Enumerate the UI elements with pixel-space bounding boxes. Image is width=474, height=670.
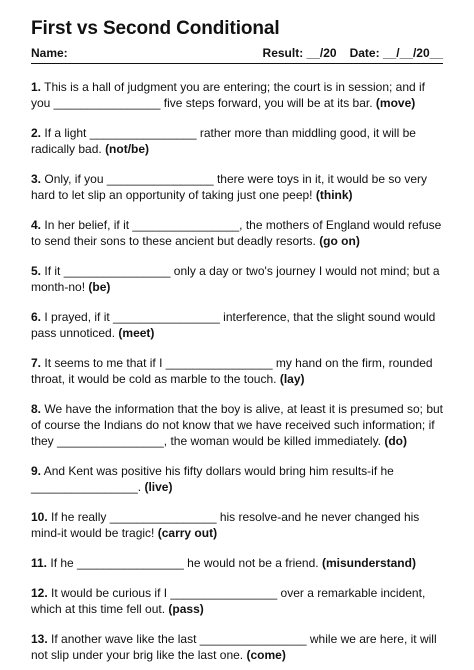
item-verb: (go on)	[319, 234, 360, 248]
item-text: And Kent was positive his fifty dollars would bring him results-if he ________________.	[31, 464, 394, 494]
exercise-item	[31, 355, 443, 387]
item-number: 9.	[31, 464, 42, 478]
item-number: 3.	[31, 172, 42, 186]
exercise-item	[31, 463, 443, 495]
result-label: Result: __/20	[262, 46, 337, 60]
date-label: Date: __/__/20__	[349, 46, 443, 60]
worksheet-header	[31, 45, 443, 64]
item-verb: (be)	[88, 280, 111, 294]
item-number: 7.	[31, 356, 42, 370]
item-text: If he ________________ he would not be a friend.	[50, 556, 319, 570]
item-verb: (pass)	[168, 602, 204, 616]
item-text: If it ________________ only a day or two's journey I would not mind; but a month-no!	[31, 264, 440, 294]
exercise-item	[31, 401, 443, 449]
exercise-item	[31, 217, 443, 249]
exercise-item	[31, 171, 443, 203]
item-number: 13.	[31, 632, 48, 646]
item-verb: (do)	[384, 434, 408, 448]
item-text: If a light ________________ rather more than middling good, it will be radically bad.	[31, 126, 416, 156]
exercise-item	[31, 125, 443, 157]
item-verb: (live)	[144, 480, 173, 494]
exercise-item	[31, 585, 443, 617]
exercise-item	[31, 555, 443, 571]
item-verb: (meet)	[118, 326, 155, 340]
item-number: 8.	[31, 402, 42, 416]
exercise-item	[31, 263, 443, 295]
item-number: 5.	[31, 264, 42, 278]
item-verb: (not/be)	[105, 142, 150, 156]
page-title: First vs Second Conditional	[31, 18, 280, 39]
name-label: Name:	[31, 46, 68, 60]
exercise-item	[31, 631, 443, 663]
item-text: It seems to me that if I ________________ my hand on the firm, rounded throat, it would be cold as marble to the touch.	[31, 356, 433, 386]
item-text: In her belief, if it ________________, the mothers of England would refuse to send their sons to these ancient but deadly resorts.	[31, 218, 442, 248]
item-number: 10.	[31, 510, 48, 524]
item-text: I prayed, if it ________________ interference, that the slight sound would pass unnoticed.	[31, 310, 436, 340]
item-number: 4.	[31, 218, 42, 232]
item-number: 11.	[31, 556, 48, 570]
item-verb: (think)	[315, 188, 353, 202]
item-text: If he really ________________ his resolve-and he never changed his mind-it would be tragic!	[31, 510, 420, 540]
item-verb: (misunderstand)	[321, 556, 416, 570]
item-verb: (lay)	[279, 372, 305, 386]
item-text: It would be curious if I ________________ over a remarkable incident, which at this time fell out.	[31, 586, 426, 616]
item-text: Only, if you ________________ there were toys in it, it would be so very hard to let slip an opportunity of taking just one peep!	[31, 172, 428, 202]
item-text: This is a hall of judgment you are entering; the court is in session; and if you ________________ five steps forward, you will be at its bar.	[31, 80, 426, 110]
exercise-item	[31, 309, 443, 341]
item-verb: (move)	[375, 96, 416, 110]
exercise-item	[31, 509, 443, 541]
item-text: If another wave like the last ________________ while we are here, it will not slip under your brig like the last one.	[31, 632, 437, 662]
item-number: 12.	[31, 586, 48, 600]
item-verb: (come)	[246, 648, 286, 662]
exercise-list	[31, 79, 443, 663]
item-number: 2.	[31, 126, 42, 140]
item-number: 6.	[31, 310, 42, 324]
item-number: 1.	[31, 80, 42, 94]
item-verb: (carry out)	[157, 526, 218, 540]
exercise-item	[31, 79, 443, 111]
item-text: We have the information that the boy is alive, at least it is presumed so; but of course the Indians do not know that we have received such information; if they ________________, the woman would be killed immediately.	[31, 402, 444, 448]
